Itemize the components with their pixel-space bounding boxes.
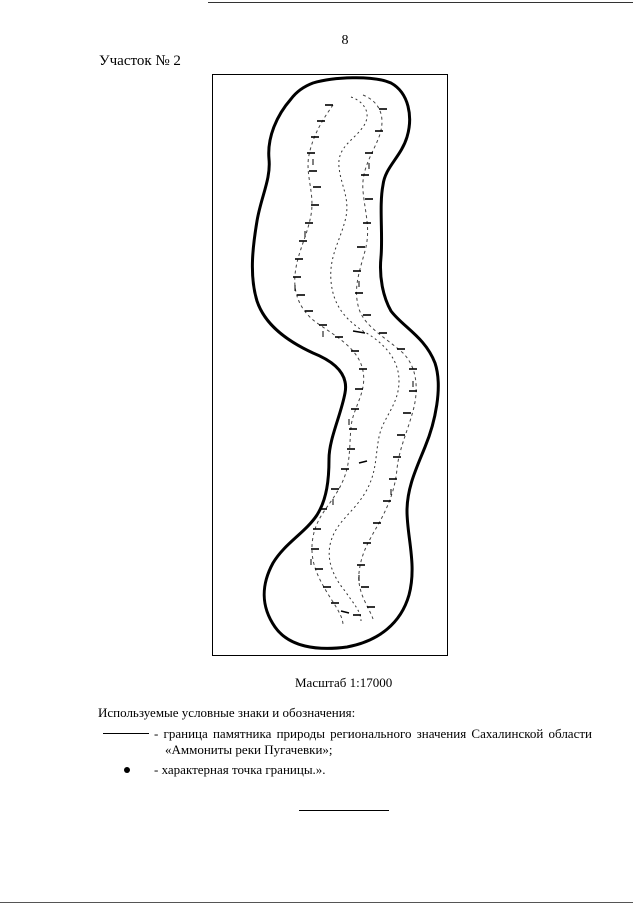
legend-title: Используемые условные знаки и обозначения: [98,705,356,720]
page-number: 8 [341,33,349,48]
legend-point-text: - характерная точка границы.». [154,762,326,777]
bank-hatches [293,105,417,615]
map-frame [212,74,448,656]
left-bank-line [295,105,364,625]
bottom-rule [0,902,633,903]
legend-boundary-line-symbol [103,733,149,734]
legend-boundary-line1: - граница памятника природы регионального значения Сахалинской области [154,726,592,741]
legend-boundary-text [154,726,592,758]
map-drawing [213,75,449,657]
legend-boundary-line2: «Аммониты реки Пугачевки»; [165,742,333,757]
top-rule [208,2,633,3]
section-title: Участок № 2 [99,53,181,69]
end-rule [299,810,389,811]
scale-label: Масштаб 1:17000 [295,675,393,690]
legend-point-symbol [124,767,130,773]
